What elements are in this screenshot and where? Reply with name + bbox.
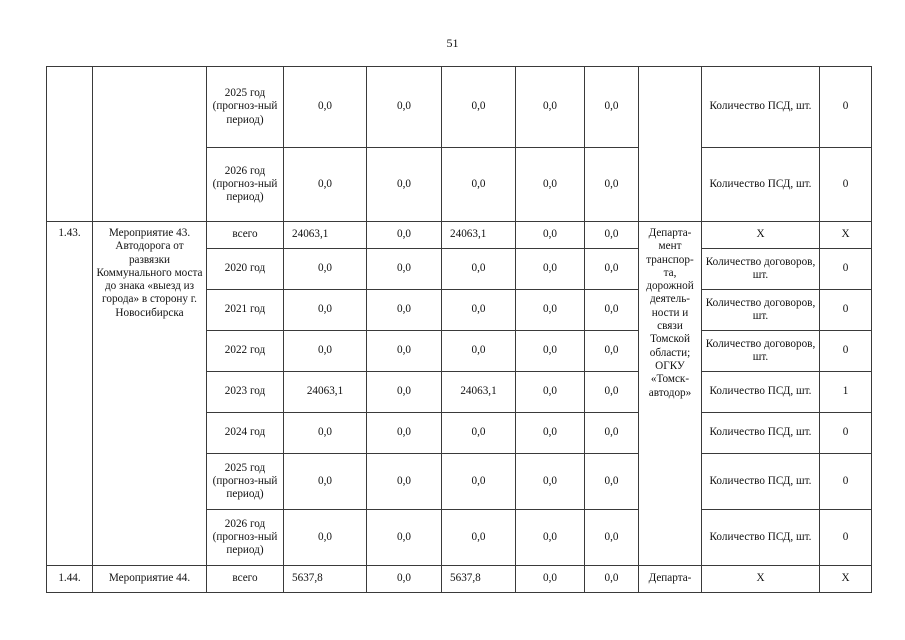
value-cell: 0,0 [585, 566, 639, 593]
measure-name: Мероприятие 43. Автодорога от развязки Коммунального моста до знака «выезд из города» в сторону г. Новосибирска [93, 222, 207, 566]
value-cell: 0,0 [367, 372, 442, 413]
value-cell: 0,0 [442, 148, 516, 222]
indicator-cell: Х [702, 222, 820, 249]
value-cell: 5637,8 [284, 566, 367, 593]
measure-number: 1.44. [47, 566, 93, 593]
value-cell: 0,0 [442, 454, 516, 510]
indicator-cell: Х [702, 566, 820, 593]
indicator-value-cell: 0 [820, 148, 872, 222]
value-cell: 0,0 [367, 331, 442, 372]
value-cell: 24063,1 [284, 222, 367, 249]
indicator-value-cell: 0 [820, 331, 872, 372]
value-cell: 0,0 [367, 454, 442, 510]
value-cell: 5637,8 [442, 566, 516, 593]
value-cell: 0,0 [585, 148, 639, 222]
value-cell: 0,0 [284, 510, 367, 566]
value-cell: 0,0 [284, 331, 367, 372]
value-cell: 0,0 [367, 510, 442, 566]
value-cell: 0,0 [284, 290, 367, 331]
value-cell: 0,0 [442, 413, 516, 454]
value-cell: 0,0 [585, 413, 639, 454]
period-cell: 2024 год [207, 413, 284, 454]
value-cell: 0,0 [442, 331, 516, 372]
indicator-value-cell: 0 [820, 510, 872, 566]
value-cell: 0,0 [284, 148, 367, 222]
value-cell: 0,0 [442, 249, 516, 290]
indicator-cell: Количество ПСД, шт. [702, 148, 820, 222]
value-cell: 24063,1 [442, 222, 516, 249]
indicator-value-cell: Х [820, 566, 872, 593]
indicator-value-cell: 0 [820, 249, 872, 290]
indicator-value-cell: 0 [820, 413, 872, 454]
period-cell: 2020 год [207, 249, 284, 290]
period-cell: 2026 год (прогноз-ный период) [207, 148, 284, 222]
value-cell: 0,0 [367, 148, 442, 222]
value-cell: 0,0 [516, 222, 585, 249]
value-cell: 0,0 [585, 372, 639, 413]
measure-executor: Департа-мент транспор-та, дорожной деятель-ности и связи Томской области; ОГКУ «Томск-автодор» [639, 222, 702, 566]
value-cell: 0,0 [367, 249, 442, 290]
value-cell: 0,0 [516, 290, 585, 331]
value-cell: 0,0 [284, 413, 367, 454]
value-cell: 0,0 [585, 249, 639, 290]
value-cell: 24063,1 [284, 372, 367, 413]
value-cell: 0,0 [516, 148, 585, 222]
indicator-cell: Количество ПСД, шт. [702, 413, 820, 454]
period-cell: 2025 год (прогноз-ный период) [207, 454, 284, 510]
value-cell: 0,0 [516, 510, 585, 566]
value-cell: 0,0 [442, 67, 516, 148]
indicator-cell: Количество ПСД, шт. [702, 510, 820, 566]
measure-executor: Департа- [639, 566, 702, 593]
executor-cell [639, 67, 702, 222]
value-cell: 0,0 [585, 510, 639, 566]
indicator-cell: Количество ПСД, шт. [702, 372, 820, 413]
table-row [47, 222, 872, 249]
value-cell: 0,0 [367, 566, 442, 593]
number-cell [47, 67, 93, 222]
value-cell: 0,0 [367, 413, 442, 454]
indicator-value-cell: 0 [820, 290, 872, 331]
value-cell: 0,0 [585, 454, 639, 510]
measure-name-cell [93, 67, 207, 222]
measures-table [46, 66, 872, 593]
period-cell: 2023 год [207, 372, 284, 413]
period-cell: 2026 год (прогноз-ный период) [207, 510, 284, 566]
value-cell: 0,0 [442, 290, 516, 331]
value-cell: 0,0 [516, 454, 585, 510]
indicator-value-cell: 0 [820, 67, 872, 148]
table-row [47, 67, 872, 148]
value-cell: 0,0 [585, 290, 639, 331]
value-cell: 0,0 [585, 331, 639, 372]
indicator-cell: Количество ПСД, шт. [702, 454, 820, 510]
value-cell: 0,0 [284, 454, 367, 510]
value-cell: 0,0 [585, 67, 639, 148]
value-cell: 0,0 [367, 67, 442, 148]
period-cell: 2021 год [207, 290, 284, 331]
indicator-value-cell: 0 [820, 454, 872, 510]
indicator-value-cell: 1 [820, 372, 872, 413]
value-cell: 0,0 [516, 413, 585, 454]
value-cell: 0,0 [516, 249, 585, 290]
value-cell: 0,0 [516, 372, 585, 413]
value-cell: 0,0 [516, 331, 585, 372]
value-cell: 0,0 [516, 566, 585, 593]
value-cell: 0,0 [516, 67, 585, 148]
page-number: 51 [446, 36, 459, 50]
indicator-value-cell: Х [820, 222, 872, 249]
value-cell: 0,0 [585, 222, 639, 249]
period-cell: 2022 год [207, 331, 284, 372]
table-row [47, 566, 872, 593]
measure-name: Мероприятие 44. [93, 566, 207, 593]
value-cell: 0,0 [367, 290, 442, 331]
indicator-cell: Количество договоров, шт. [702, 331, 820, 372]
period-cell: всего [207, 222, 284, 249]
period-cell: 2025 год (прогноз-ный период) [207, 67, 284, 148]
indicator-cell: Количество договоров, шт. [702, 249, 820, 290]
value-cell: 0,0 [284, 67, 367, 148]
indicator-cell: Количество ПСД, шт. [702, 67, 820, 148]
value-cell: 0,0 [284, 249, 367, 290]
period-cell: всего [207, 566, 284, 593]
value-cell: 0,0 [442, 510, 516, 566]
measure-number: 1.43. [47, 222, 93, 566]
value-cell: 24063,1 [442, 372, 516, 413]
value-cell: 0,0 [367, 222, 442, 249]
indicator-cell: Количество договоров, шт. [702, 290, 820, 331]
